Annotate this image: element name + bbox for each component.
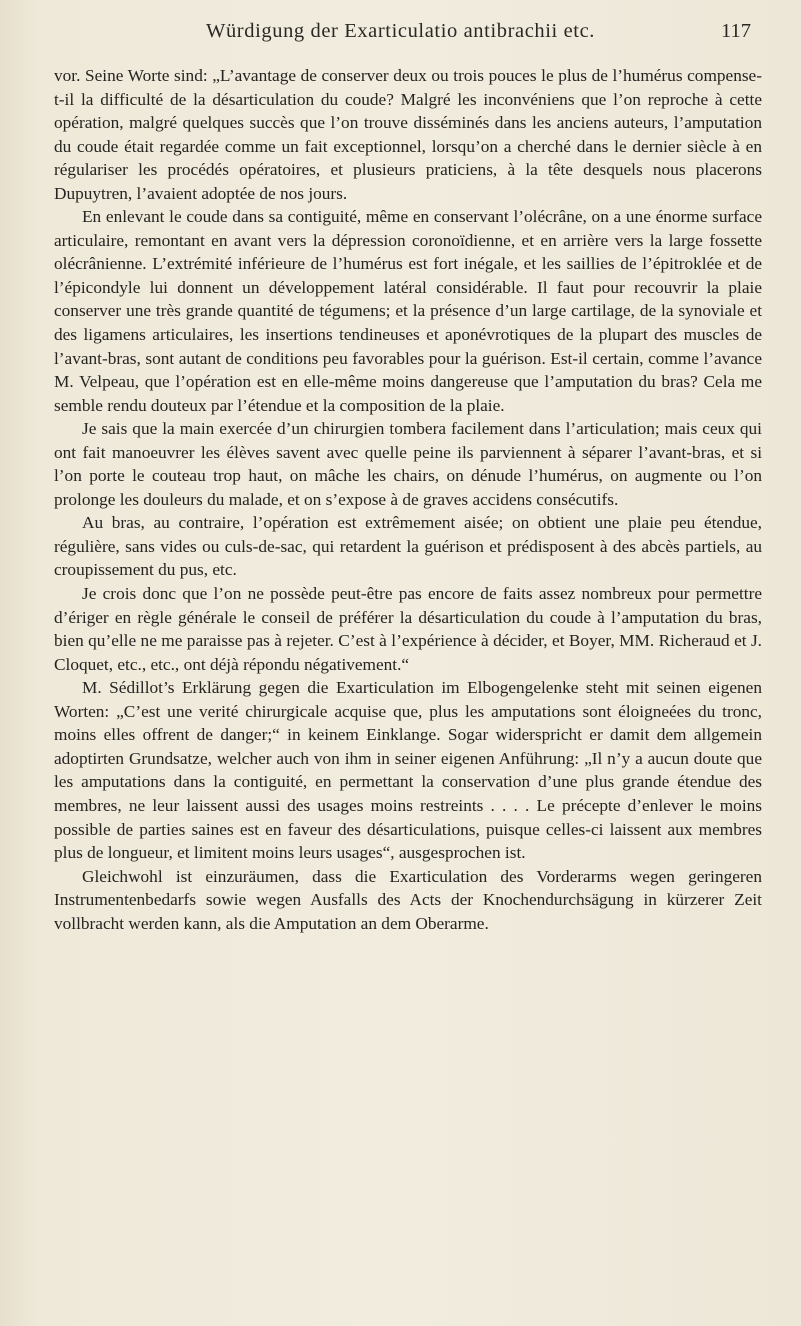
page-number: 117: [721, 20, 751, 42]
paragraph-3: Je sais que la main exercée d’un chirurgien tombera facilement dans l’articulation; mais ceux qui ont fait manoeuvrer les élèves savent avec quelle peine ils parviennent à séparer l’avant-bras, et si l’on porte le couteau trop haut, on mâche les chairs, on dénude l’humérus, on augmente ou l’on prolonge les douleurs du malade, et on s’expose à de graves accidens consécutifs.: [54, 419, 762, 509]
page-header: [0, 20, 801, 54]
paragraph-5: Je crois donc que l’on ne possède peut-être pas encore de faits assez nombreux pour permettre d’ériger en règle générale le conseil de préférer la désarticulation du coude à l’amputation du bras, bien qu’elle ne me paraisse pas à rejeter. C’est à l’expérience à décider, et Boyer, MM. Richeraud et J. Cloquet, etc., etc., ont déjà répondu négativement.“: [54, 584, 762, 674]
paragraph-4: Au bras, au contraire, l’opération est extrêmement aisée; on obtient une plaie peu étendue, régulière, sans vides ou culs-de-sac, qui retardent la guérison et prédisposent à des abcès partiels, au croupissement du pus, etc.: [54, 513, 762, 580]
running-title: Würdigung der Exarticulatio antibrachii etc.: [206, 20, 595, 42]
paragraph-6: M. Sédillot’s Erklärung gegen die Exarticulation im Elbogengelenke steht mit seinen eigenen Worten: „C’est une verité chirurgicale acquise que, plus les amputations sont éloigneées du tronc, moins elles offrent de danger;“ in keinem Einklange. Sogar widerspricht er damit dem allgemein adoptirten Grundsatze, welcher auch von ihm in seiner eigenen Anführung: „Il n’y a aucun doute que les amputations dans la contiguité, en permettant la conservation d’une plus grande étendue des membres, ne leur laissent aussi des usages moins restreints . . . . Le précepte d’enlever le moins possible de parties saines est en faveur des désarticulations, puisque celles-ci laissent aux membres plus de longueur, et limitent moins leurs usages“, ausgesprochen ist.: [54, 678, 762, 863]
body-text: [54, 64, 762, 935]
paragraph-7: Gleichwohl ist einzuräumen, dass die Exarticulation des Vorderarms wegen geringeren Instrumentenbedarfs sowie wegen Ausfalls des Acts der Knochendurchsägung in kürzerer Zeit vollbracht werden kann, als die Amputation an dem Oberarme.: [54, 866, 762, 933]
paragraph-1: vor. Seine Worte sind: „L’avantage de conserver deux ou trois pouces le plus de l’humérus compense-t-il la difficulté de la désarticulation du coude? Malgré les inconvéniens que l’on reproche à cette opération, malgré quelques succès que l’on trouve disséminés dans les anciens auteurs, l’amputation du coude était regardée comme un fait exceptionnel, lorsqu’on a cherché dans le dernier siècle à en régulariser les procédés opératoires, et plusieurs praticiens, à la tête desquels nous placerons Dupuytren, l’avaient adoptée de nos jours.: [54, 66, 762, 203]
paragraph-2: En enlevant le coude dans sa contiguité, même en conservant l’olécrâne, on a une énorme surface articulaire, remontant en avant vers la dépression coronoïdienne, et en arrière vers la large fossette olécrânienne. L’extrémité inférieure de l’humérus est fort inégale, et les saillies de l’épitroklée et de l’épicondyle lui donnent un développement latéral considérable. Il faut pour recouvrir la plaie conserver une très grande quantité de tégumens; et la présence d’un large cartilage, de la synoviale et des ligamens articulaires, les insertions tendineuses et aponévrotiques de la plupart des muscles de l’avant-bras, sont autant de conditions peu favorables pour la guérison. Est-il certain, comme l’avance M. Velpeau, que l’opération est en elle-même moins dangereuse que l’amputation du bras? Cela me semble rendu douteux par l’étendue et la composition de la plaie.: [54, 207, 762, 415]
